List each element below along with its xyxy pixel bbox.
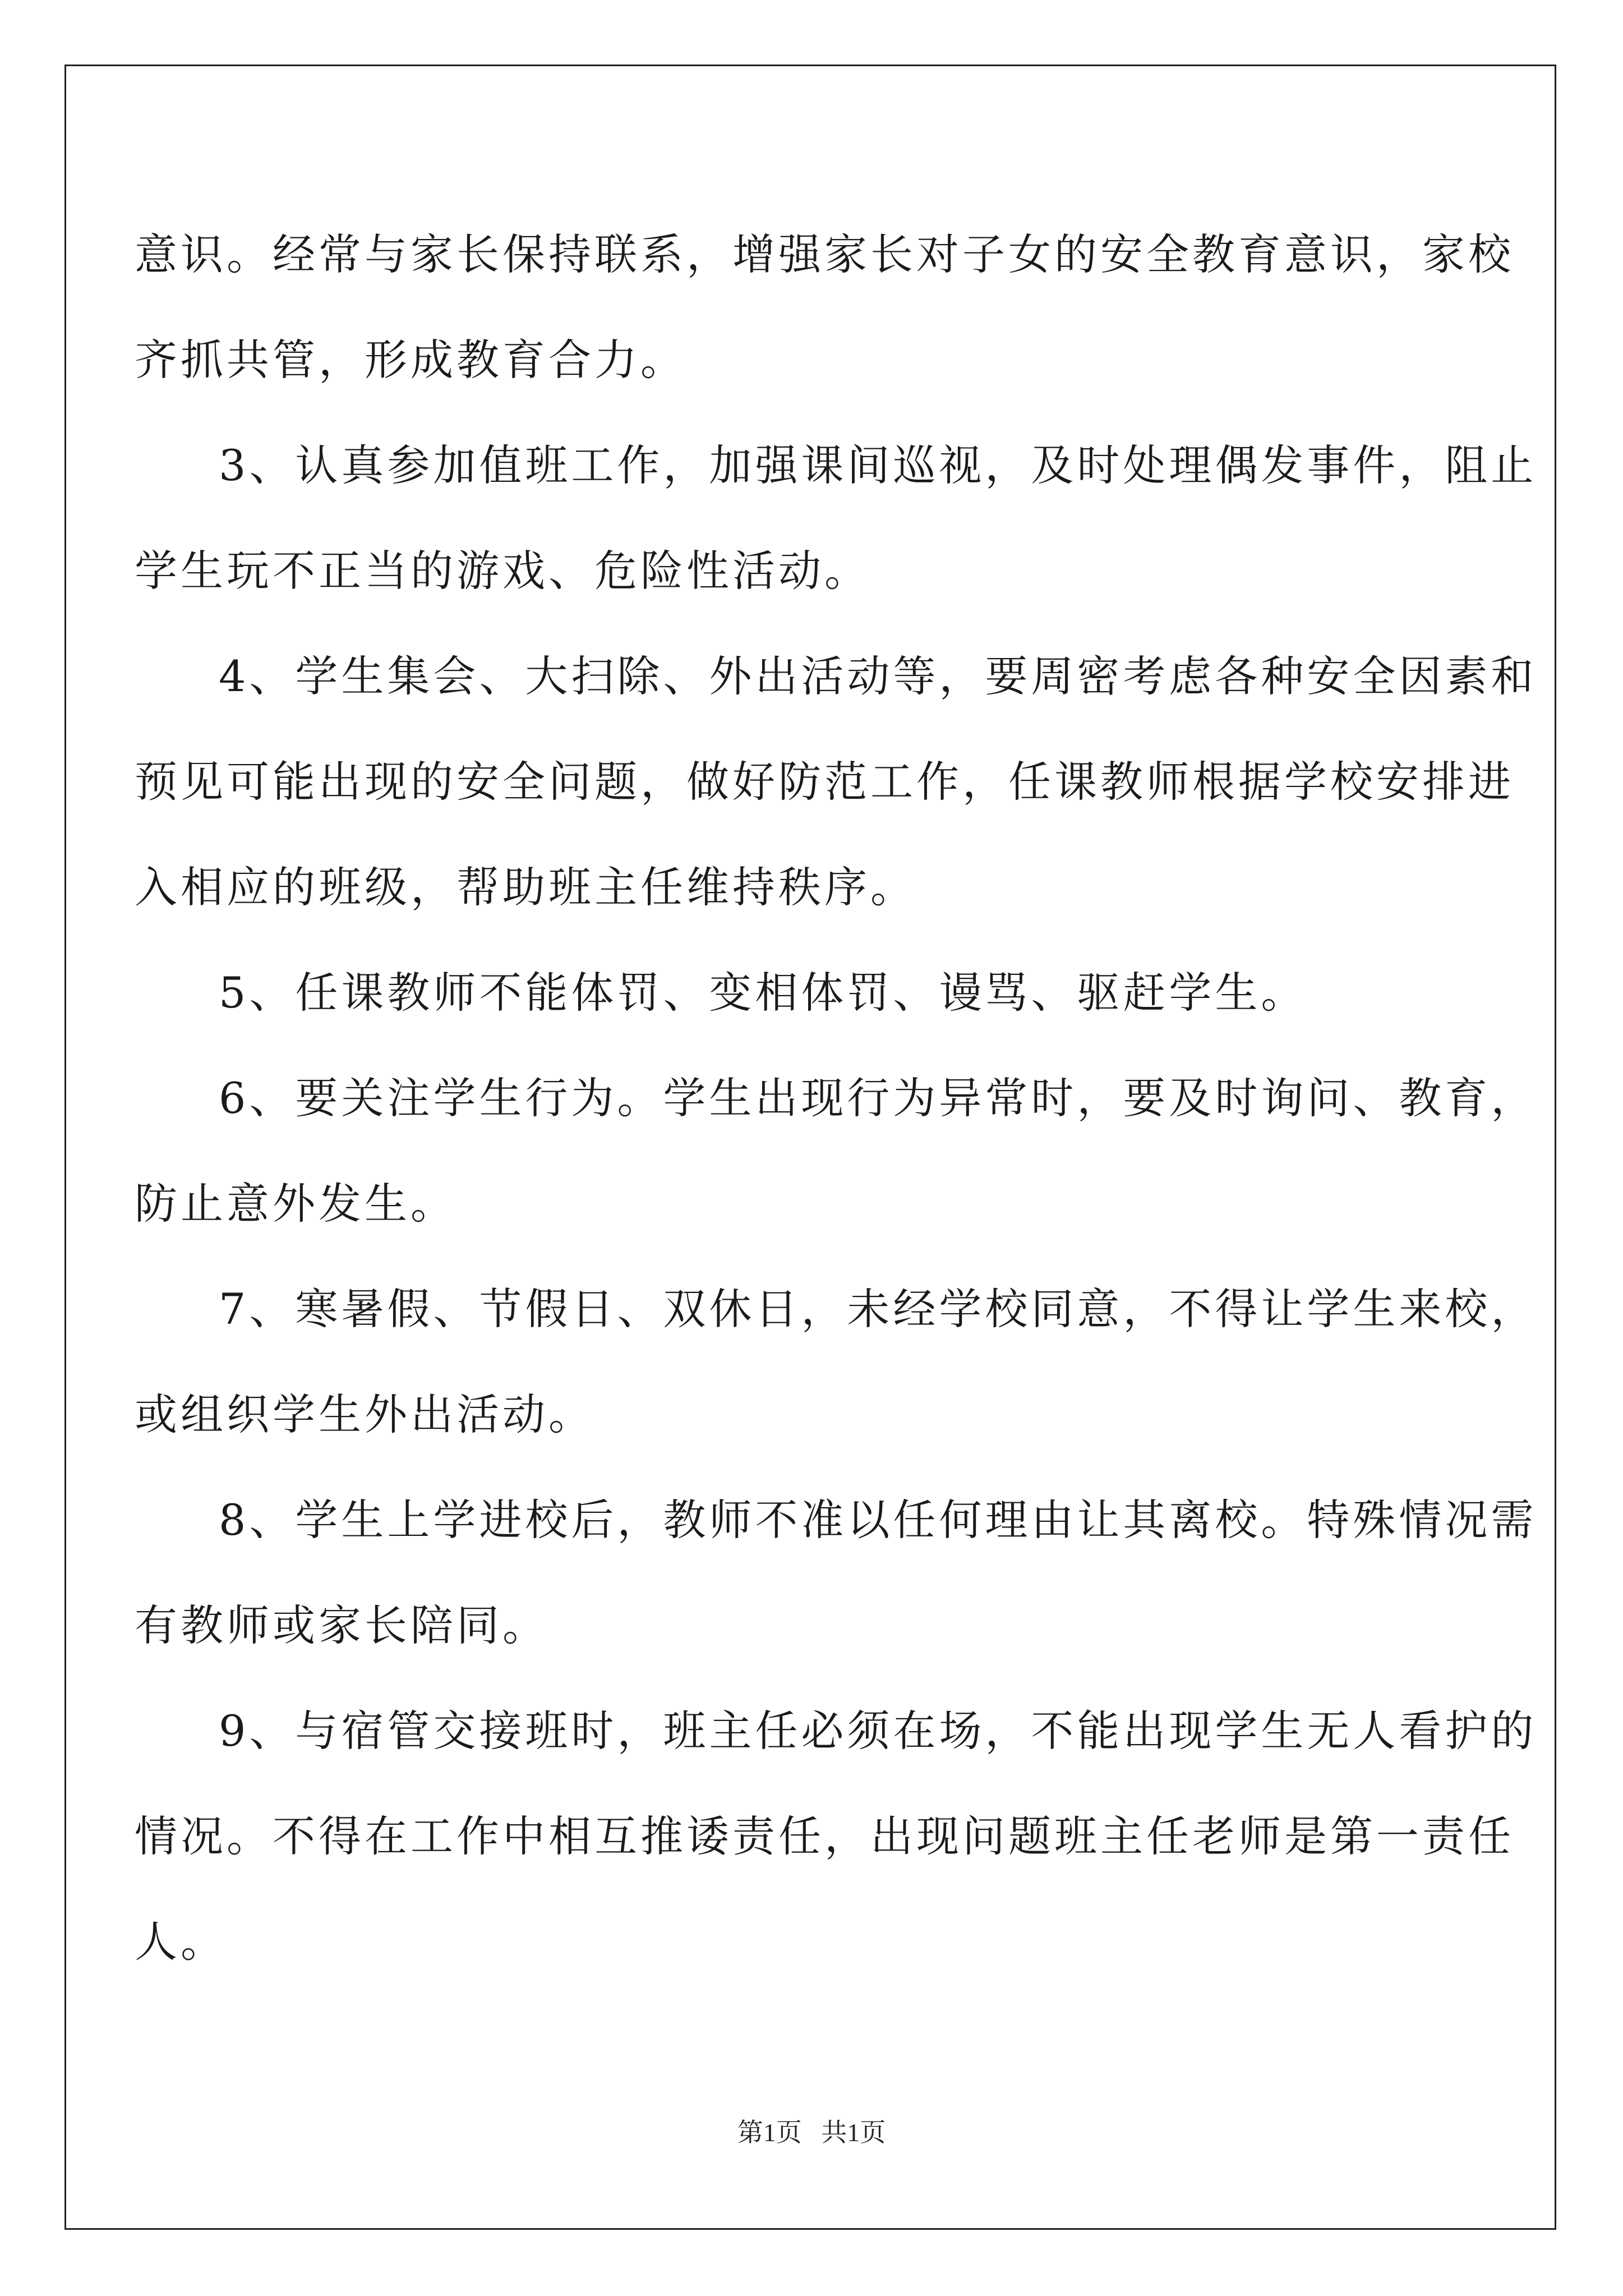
text-line: 预见可能出现的安全问题，做好防范工作，任课教师根据学校安排进 [135, 757, 1514, 807]
paragraph-item-4 [135, 624, 1537, 940]
page-number-footer: 第1页 共1页 [737, 2118, 886, 2147]
text-line: 5、任课教师不能体罚、变相体罚、谩骂、驱赶学生。 [219, 968, 1307, 1018]
text-line: 防止意外发生。 [135, 1179, 457, 1228]
paragraph-item-7 [135, 1257, 1537, 1467]
document-body [135, 202, 1537, 1995]
paragraph [135, 202, 1514, 413]
text-line: 8、学生上学进校后，教师不准以任何理由让其离校。特殊情况需 [219, 1495, 1537, 1545]
paragraph-item-6 [135, 1046, 1537, 1257]
paragraph-item-9 [135, 1678, 1537, 1995]
text-line: 6、要关注学生行为。学生出现行为异常时，要及时询问、教育， [219, 1073, 1537, 1123]
text-line: 情况。不得在工作中相互推诿责任，出现问题班主任老师是第一责任 [135, 1811, 1514, 1861]
text-line: 9、与宿管交接班时，班主任必须在场，不能出现学生无人看护的 [219, 1706, 1537, 1756]
text-line: 入相应的班级，帮助班主任维持秩序。 [135, 862, 916, 912]
text-line: 意识。经常与家长保持联系，增强家长对子女的安全教育意识，家校 [135, 229, 1514, 279]
text-line: 4、学生集会、大扫除、外出活动等，要周密考虑各种安全因素和 [219, 651, 1537, 701]
paragraph-item-5 [135, 940, 1492, 1046]
paragraph-item-3 [135, 413, 1537, 624]
text-line: 或组织学生外出活动。 [135, 1389, 594, 1439]
text-line: 齐抓共管，形成教育合力。 [135, 335, 686, 385]
text-line: 3、认真参加值班工作，加强课间巡视，及时处理偶发事件，阻止 [219, 440, 1537, 490]
text-line: 有教师或家长陪同。 [135, 1600, 548, 1650]
text-line: 7、寒暑假、节假日、双休日，未经学校同意，不得让学生来校， [219, 1284, 1537, 1334]
text-line: 学生玩不正当的游戏、危险性活动。 [135, 546, 870, 596]
text-line: 人。 [135, 1917, 227, 1967]
paragraph-item-8 [135, 1467, 1537, 1678]
